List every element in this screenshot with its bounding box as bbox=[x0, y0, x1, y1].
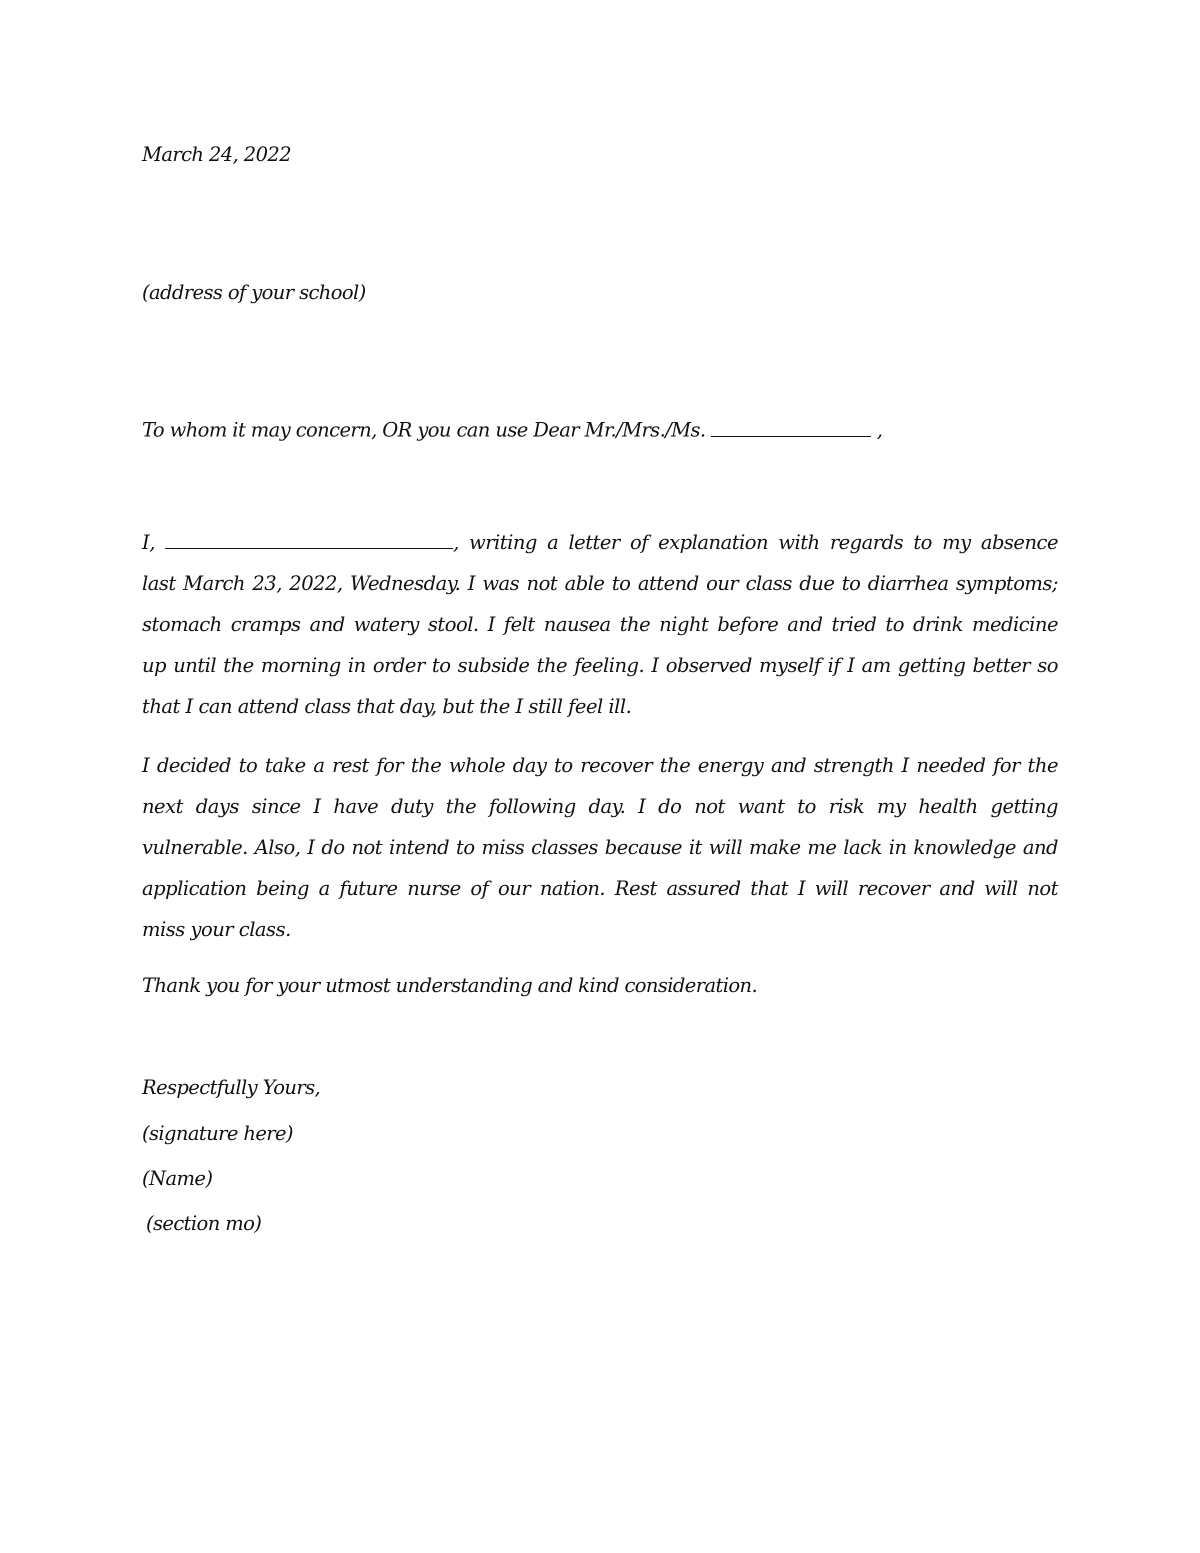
salutation-comma: , bbox=[876, 418, 883, 442]
paragraph-line-rest: , writing a letter of explanation with regards to my absence bbox=[453, 531, 1058, 554]
paragraph-line: vulnerable. Also, I do not intend to miss classes because it will make me lack in knowledge and bbox=[142, 836, 1058, 859]
paragraph-explanation bbox=[142, 522, 1058, 727]
closing-phrase: Respectfully Yours, bbox=[142, 1076, 321, 1099]
paragraph-line: miss your class. bbox=[142, 918, 291, 941]
paragraph-line: up until the morning in order to subside the feeling. I observed myself if I am getting better so bbox=[142, 654, 1058, 677]
paragraph-line: application being a future nurse of our nation. Rest assured that I will recover and will not bbox=[142, 877, 1058, 900]
paragraph-line: next days since I have duty the following day. I do not want to risk my health getting bbox=[142, 795, 1058, 818]
letter-date: March 24, 2022 bbox=[142, 143, 292, 166]
signature-placeholder: (signature here) bbox=[142, 1122, 293, 1145]
recipient-name-blank bbox=[711, 418, 871, 437]
paragraph-line: stomach cramps and watery stool. I felt nausea the night before and tried to drink medicine bbox=[142, 613, 1058, 636]
salutation-text: To whom it may concern, OR you can use Dear Mr./Mrs./Ms. bbox=[142, 418, 706, 442]
paragraph-line bbox=[142, 522, 1058, 563]
section-placeholder: (section mo) bbox=[146, 1212, 262, 1235]
salutation bbox=[142, 418, 882, 442]
thank-you-line: Thank you for your utmost understanding and kind consideration. bbox=[142, 974, 758, 997]
paragraph-start: I, bbox=[142, 531, 155, 554]
paragraph-line: last March 23, 2022, Wednesday. I was not able to attend our class due to diarrhea symptoms; bbox=[142, 572, 1058, 595]
school-address: (address of your school) bbox=[142, 281, 366, 304]
paragraph-decision bbox=[142, 745, 1058, 950]
paragraph-line: that I can attend class that day, but the I still feel ill. bbox=[142, 695, 632, 718]
name-placeholder: (Name) bbox=[142, 1167, 213, 1190]
student-name-blank bbox=[165, 530, 453, 549]
paragraph-line: I decided to take a rest for the whole day to recover the energy and strength I needed for the bbox=[142, 754, 1058, 777]
